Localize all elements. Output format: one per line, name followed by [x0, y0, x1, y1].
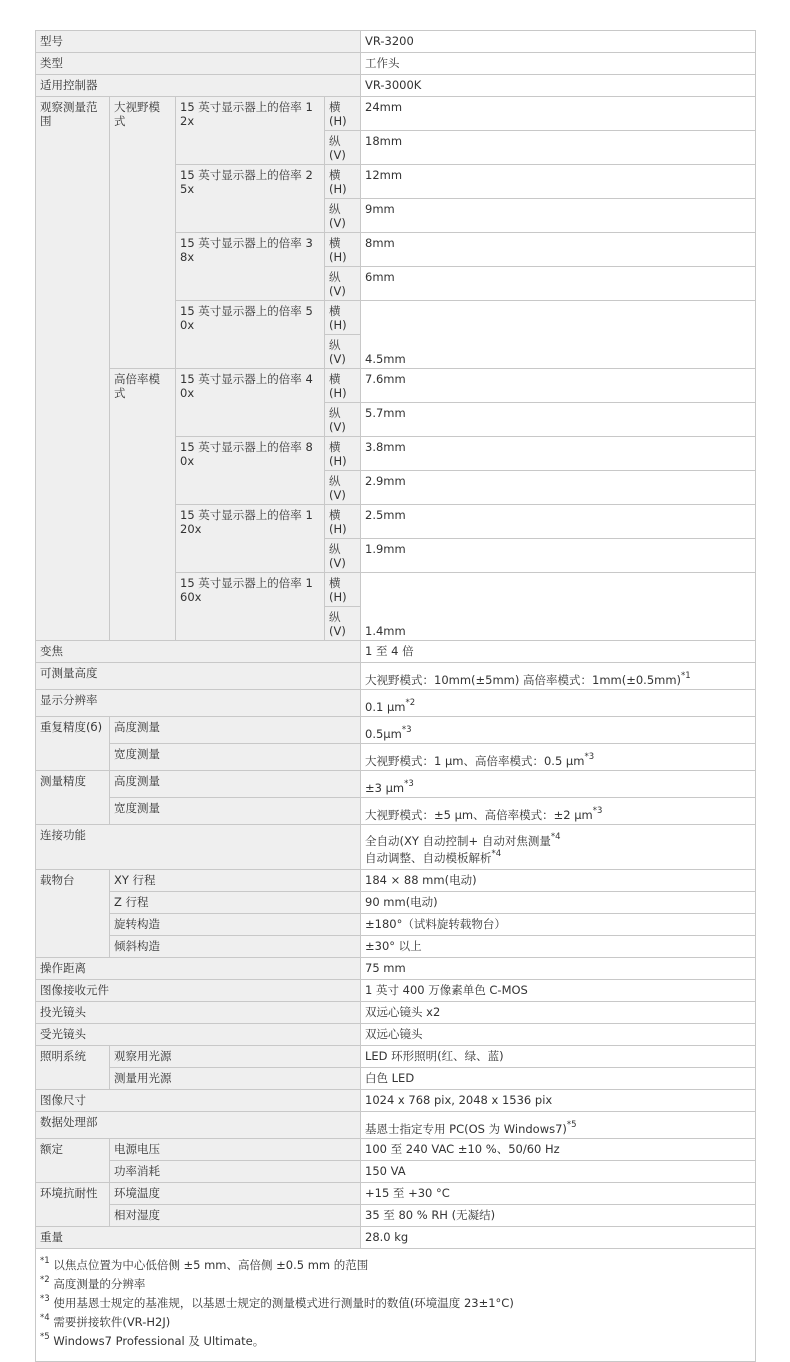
height-label: 可测量高度: [36, 663, 361, 690]
distance-label: 操作距离: [36, 958, 361, 980]
resolution-value: 0.1 $\mu m^{*2}$: [361, 690, 756, 717]
processor-value: 基恩士指定专用 PC(OS 为 Windows7)$^{*5}$: [361, 1112, 756, 1139]
env-hum-label: 相对湿度: [110, 1205, 361, 1227]
tx-lens-label: 投光镜头: [36, 1002, 361, 1024]
range-v-label: 纵(V): [325, 539, 361, 573]
stage-label: 载物台: [36, 870, 110, 958]
row-type: [36, 53, 756, 75]
row-repeat-width: [36, 744, 756, 771]
range-h-value: 2.5mm: [361, 505, 756, 539]
range-h-label: 横(H): [325, 573, 361, 607]
row-sensor: [36, 980, 756, 1002]
accuracy-width-value: 大视野模式：±5 μm、高倍率模式：±2 $\mu m^{*3}$: [361, 798, 756, 825]
range-v-label: 纵(V): [325, 335, 361, 369]
range-v-value: 9mm: [361, 199, 756, 233]
type-label: 类型: [36, 53, 361, 75]
range-v-value: 1.9mm: [361, 539, 756, 573]
resolution-label: 显示分辨率: [36, 690, 361, 717]
controller-label: 适用控制器: [36, 75, 361, 97]
lighting-obs-label: 观察用光源: [110, 1046, 361, 1068]
footnote-ref: *2: [405, 698, 416, 708]
range-wide-label: 大视野模式: [110, 97, 176, 369]
range-mag-label: 15 英寸显示器上的倍率 38x: [176, 233, 325, 301]
row-weight: [36, 1227, 756, 1249]
lighting-label: 照明系统: [36, 1046, 110, 1090]
tx-lens-value: 双远心镜头 x2: [361, 1002, 756, 1024]
footnote: $^{*4}$ 需要拼接软件(VR-H2J): [40, 1313, 171, 1329]
stage-item-value: ±180°（试料旋转载物台）: [361, 914, 756, 936]
accuracy-label: 测量精度: [36, 771, 110, 825]
footnote-ref: *3: [404, 779, 414, 789]
range-v-label: 纵(V): [325, 403, 361, 437]
row-height: [36, 663, 756, 690]
range-mag-label: 15 英寸显示器上的倍率 80x: [176, 437, 325, 505]
rating-voltage-value: 100 至 240 VAC ±10 %、50/60 Hz: [361, 1139, 756, 1161]
stage-item-value: 90 mm(电动): [361, 892, 756, 914]
stage-item-label: 旋转构造: [110, 914, 361, 936]
row-accuracy-height: [36, 771, 756, 798]
range-h-label: 横(H): [325, 301, 361, 335]
row-rating-voltage: [36, 1139, 756, 1161]
footnote: $^{*3}$ 使用基恩士规定的基准规，以基恩士规定的测量模式进行测量时的数值(环境温度 23±1°C): [40, 1294, 514, 1310]
lighting-obs-value: LED 环形照明(红、绿、蓝): [361, 1046, 756, 1068]
range-h-value: 8mm: [361, 233, 756, 267]
image-size-label: 图像尺寸: [36, 1090, 361, 1112]
range-row: [36, 369, 756, 403]
range-v-label: 纵(V): [325, 199, 361, 233]
range-h-label: 横(H): [325, 369, 361, 403]
row-stage: [36, 914, 756, 936]
footnote-ref: *1: [681, 671, 691, 681]
row-env-temp: [36, 1183, 756, 1205]
image-size-value: 1024 x 768 pix, 2048 x 1536 pix: [361, 1090, 756, 1112]
row-rating-power: [36, 1161, 756, 1183]
distance-value: 75 mm: [361, 958, 756, 980]
weight-label: 重量: [36, 1227, 361, 1249]
sensor-label: 图像接收元件: [36, 980, 361, 1002]
model-label: 型号: [36, 31, 361, 53]
range-v-value: 5.7mm: [361, 403, 756, 437]
row-controller: [36, 75, 756, 97]
row-distance: [36, 958, 756, 980]
range-mag-label: 15 英寸显示器上的倍率 160x: [176, 573, 325, 641]
row-stage: [36, 936, 756, 958]
zoom-value: 1 至 4 倍: [361, 641, 756, 663]
link-label: 连接功能: [36, 825, 361, 870]
row-accuracy-width: [36, 798, 756, 825]
footnote: $^{*1}$ 以焦点位置为中心低倍侧 ±5 mm、高倍侧 ±0.5 mm 的范围: [40, 1256, 369, 1272]
repeat-height-value: $0.5\mu m^{*3}$: [361, 717, 756, 744]
rating-power-value: 150 VA: [361, 1161, 756, 1183]
spec-table: [35, 30, 756, 1362]
model-value: VR-3200: [361, 31, 756, 53]
zoom-label: 变焦: [36, 641, 361, 663]
row-tx-lens: [36, 1002, 756, 1024]
range-label: 观察测量范围: [36, 97, 110, 641]
env-temp-label: 环境温度: [110, 1183, 361, 1205]
footnote-ref: *5: [566, 1120, 577, 1130]
range-v-label: 纵(V): [325, 607, 361, 641]
row-lighting-obs: [36, 1046, 756, 1068]
lighting-meas-label: 测量用光源: [110, 1068, 361, 1090]
range-h-label: 横(H): [325, 233, 361, 267]
stage-item-label: Z 行程: [110, 892, 361, 914]
rating-power-label: 功率消耗: [110, 1161, 361, 1183]
accuracy-width-label: 宽度测量: [110, 798, 361, 825]
repeat-label: 重复精度(б): [36, 717, 110, 771]
lighting-meas-value: 白色 LED: [361, 1068, 756, 1090]
range-v-value: 18mm: [361, 131, 756, 165]
range-v-value: 6mm: [361, 267, 756, 301]
range-row: [36, 97, 756, 131]
range-h-label: 横(H): [325, 165, 361, 199]
rating-voltage-label: 电源电压: [110, 1139, 361, 1161]
range-h-value: 7.6mm: [361, 369, 756, 403]
env-label: 环境抗耐性: [36, 1183, 110, 1227]
row-repeat-height: [36, 717, 756, 744]
repeat-width-label: 宽度测量: [110, 744, 361, 771]
range-h-value: 24mm: [361, 97, 756, 131]
range-v-label: 纵(V): [325, 267, 361, 301]
row-model: [36, 31, 756, 53]
footnotes: [36, 1249, 756, 1362]
rating-label: 额定: [36, 1139, 110, 1183]
range-v-label: 纵(V): [325, 471, 361, 505]
range-value-merged: 4.5mm: [361, 301, 756, 369]
range-value-merged: 1.4mm: [361, 573, 756, 641]
range-mag-label: 15 英寸显示器上的倍率 25x: [176, 165, 325, 233]
row-env-hum: [36, 1205, 756, 1227]
range-h-label: 横(H): [325, 505, 361, 539]
row-zoom: [36, 641, 756, 663]
repeat-height-label: 高度测量: [110, 717, 361, 744]
row-processor: [36, 1112, 756, 1139]
height-value: 大视野模式：10mm(±5mm) 高倍率模式：$1mm(\pm 0.5mm)^{*1}$: [361, 663, 756, 690]
range-mag-label: 15 英寸显示器上的倍率 12x: [176, 97, 325, 165]
row-image-size: [36, 1090, 756, 1112]
processor-label: 数据处理部: [36, 1112, 361, 1139]
range-mag-label: 15 英寸显示器上的倍率 40x: [176, 369, 325, 437]
stage-item-value: 184 × 88 mm(电动): [361, 870, 756, 892]
range-h-label: 横(H): [325, 437, 361, 471]
row-lighting-meas: [36, 1068, 756, 1090]
row-notes: [36, 1249, 756, 1362]
row-link: [36, 825, 756, 870]
range-h-value: 3.8mm: [361, 437, 756, 471]
footnote-ref: *3: [584, 752, 595, 762]
stage-item-label: 倾斜构造: [110, 936, 361, 958]
repeat-width-value: 大视野模式：1 μm、高倍率模式：0.5 $\mu m^{*3}$: [361, 744, 756, 771]
row-rx-lens: [36, 1024, 756, 1046]
row-stage: [36, 870, 756, 892]
footnote: $^{*2}$ 高度测量的分辨率: [40, 1275, 146, 1291]
range-h-value: 12mm: [361, 165, 756, 199]
footnote: $^{*5}$ Windows7 Professional 及 Ultimate。: [40, 1332, 265, 1348]
sensor-value: 1 英寸 400 万像素单色 C-MOS: [361, 980, 756, 1002]
accuracy-height-label: 高度测量: [110, 771, 361, 798]
env-hum-value: 35 至 80 % RH (无凝结): [361, 1205, 756, 1227]
row-resolution: [36, 690, 756, 717]
footnote-ref: *4: [550, 832, 561, 842]
env-temp-value: +15 至 +30 °C: [361, 1183, 756, 1205]
footnote-ref: *3: [401, 725, 412, 735]
accuracy-height-value: ±3 $\mu m^{*3}$: [361, 771, 756, 798]
range-mag-label: 15 英寸显示器上的倍率 120x: [176, 505, 325, 573]
controller-value: VR-3000K: [361, 75, 756, 97]
stage-item-label: XY 行程: [110, 870, 361, 892]
range-high-label: 高倍率模式: [110, 369, 176, 641]
range-v-value: 2.9mm: [361, 471, 756, 505]
footnote-ref: *3: [592, 806, 603, 816]
range-h-label: 横(H): [325, 97, 361, 131]
range-mag-label: 15 英寸显示器上的倍率 50x: [176, 301, 325, 369]
weight-value: 28.0 kg: [361, 1227, 756, 1249]
rx-lens-label: 受光镜头: [36, 1024, 361, 1046]
link-value: 全自动(XY 自动控制+ 自动对焦测量$^{*4}$ 自动调整、自动模板解析$^{*4}$: [361, 825, 756, 870]
stage-item-value: ±30° 以上: [361, 936, 756, 958]
row-stage: [36, 892, 756, 914]
footnote-ref: *4: [491, 849, 502, 859]
range-v-label: 纵(V): [325, 131, 361, 165]
rx-lens-value: 双远心镜头: [361, 1024, 756, 1046]
type-value: 工作头: [361, 53, 756, 75]
